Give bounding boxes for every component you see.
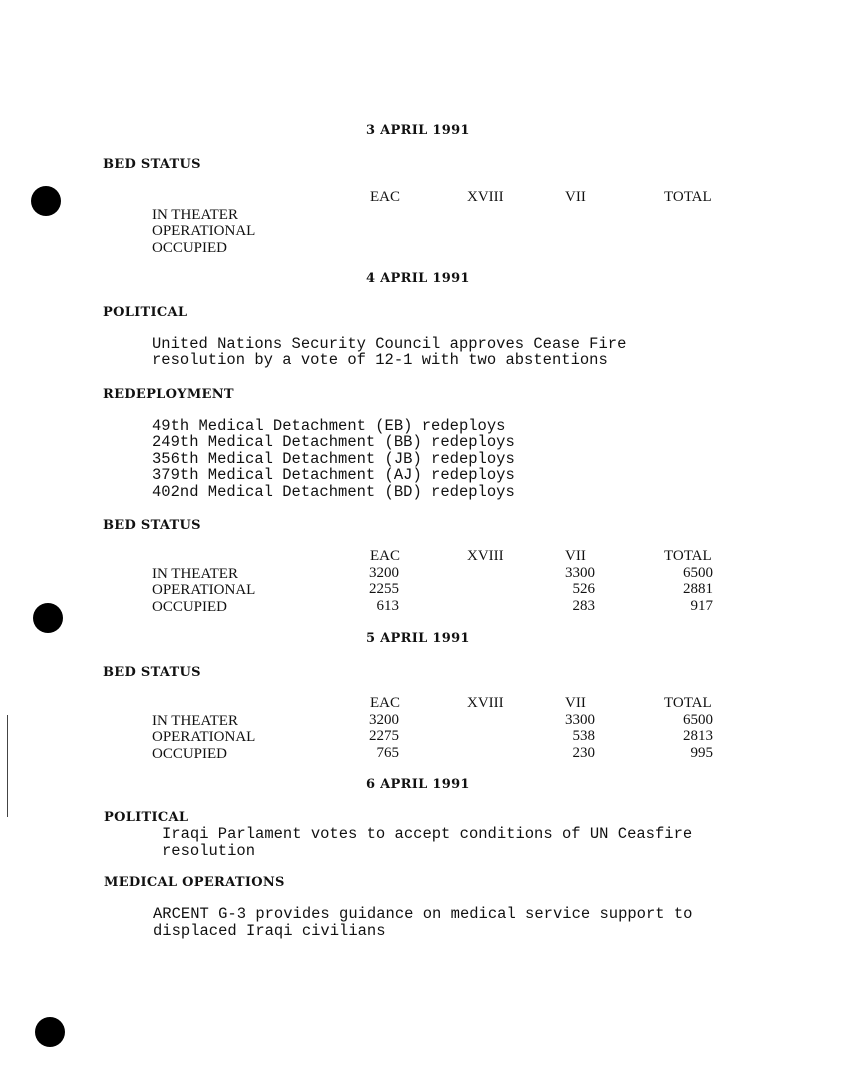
cell-eac: 2255 <box>369 581 399 597</box>
row-label-occupied: OCCUPIED <box>152 599 228 615</box>
col-header-total: TOTAL <box>664 189 712 205</box>
redeploy-line-5: 402nd Medical Detachment (BD) redeploys <box>152 483 515 501</box>
scan-margin-line <box>7 715 8 817</box>
cell-eac: 613 <box>376 598 399 614</box>
row-label-in-theater: IN THEATER <box>152 566 238 582</box>
cell-total: 917 <box>690 598 713 614</box>
col-header-xviii: XVIII <box>467 189 504 205</box>
political-heading-apr6: POLITICAL <box>104 810 189 825</box>
cell-total: 2881 <box>683 581 713 597</box>
cell-vii: 526 <box>572 581 595 597</box>
col-header-eac: EAC <box>370 548 400 564</box>
punch-hole-middle <box>33 603 63 633</box>
col-header-vii: VII <box>565 548 586 564</box>
cell-total: 6500 <box>683 565 713 581</box>
political-text-line-2: resolution by a vote of 12-1 with two abstentions <box>152 351 608 369</box>
cell-eac: 3200 <box>369 712 399 728</box>
redeploy-line-1: 49th Medical Detachment (EB) redeploys <box>152 417 506 435</box>
cell-total: 2813 <box>683 728 713 744</box>
punch-hole-bottom <box>35 1017 65 1047</box>
bed-status-heading-apr4: BED STATUS <box>103 518 201 533</box>
cell-eac: 3200 <box>369 565 399 581</box>
date-heading-apr5: 5 APRIL 1991 <box>366 631 470 646</box>
col-header-vii: VII <box>565 695 586 711</box>
date-heading-apr6: 6 APRIL 1991 <box>366 777 470 792</box>
date-heading-apr4: 4 APRIL 1991 <box>366 271 470 286</box>
redeploy-line-4: 379th Medical Detachment (AJ) redeploys <box>152 466 515 484</box>
redeploy-line-2: 249th Medical Detachment (BB) redeploys <box>152 433 515 451</box>
col-header-vii: VII <box>565 189 586 205</box>
cell-vii: 3300 <box>565 565 595 581</box>
political-heading-apr4: POLITICAL <box>103 305 188 320</box>
political-text-line-1: United Nations Security Council approves Cease Fire <box>152 335 627 353</box>
punch-hole-top <box>31 186 61 216</box>
col-header-total: TOTAL <box>664 548 712 564</box>
row-label-operational: OPERATIONAL <box>152 582 256 598</box>
redeploy-line-3: 356th Medical Detachment (JB) redeploys <box>152 450 515 468</box>
col-header-xviii: XVIII <box>467 548 504 564</box>
col-header-total: TOTAL <box>664 695 712 711</box>
cell-total: 995 <box>690 745 713 761</box>
row-label-in-theater: IN THEATER <box>152 207 238 223</box>
redeployment-heading: REDEPLOYMENT <box>103 387 234 402</box>
row-label-operational: OPERATIONAL <box>152 729 256 745</box>
col-header-eac: EAC <box>370 189 400 205</box>
political-text-line-1: Iraqi Parlament votes to accept conditions of UN Ceasfire <box>162 825 693 843</box>
cell-total: 6500 <box>683 712 713 728</box>
col-header-eac: EAC <box>370 695 400 711</box>
col-header-xviii: XVIII <box>467 695 504 711</box>
cell-vii: 538 <box>572 728 595 744</box>
row-label-occupied: OCCUPIED <box>152 240 228 256</box>
row-label-in-theater: IN THEATER <box>152 713 238 729</box>
bed-status-heading-apr3: BED STATUS <box>103 157 201 172</box>
medical-operations-heading: MEDICAL OPERATIONS <box>104 875 285 890</box>
row-label-operational: OPERATIONAL <box>152 223 256 239</box>
row-label-occupied: OCCUPIED <box>152 746 228 762</box>
cell-eac: 765 <box>376 745 399 761</box>
cell-vii: 3300 <box>565 712 595 728</box>
cell-vii: 230 <box>572 745 595 761</box>
cell-eac: 2275 <box>369 728 399 744</box>
cell-vii: 283 <box>572 598 595 614</box>
bed-status-heading-apr5: BED STATUS <box>103 665 201 680</box>
political-text-line-2: resolution <box>162 842 256 860</box>
medops-text-line-1: ARCENT G-3 provides guidance on medical service support to <box>153 905 693 923</box>
date-heading-apr3: 3 APRIL 1991 <box>366 123 470 138</box>
medops-text-line-2: displaced Iraqi civilians <box>153 922 386 940</box>
